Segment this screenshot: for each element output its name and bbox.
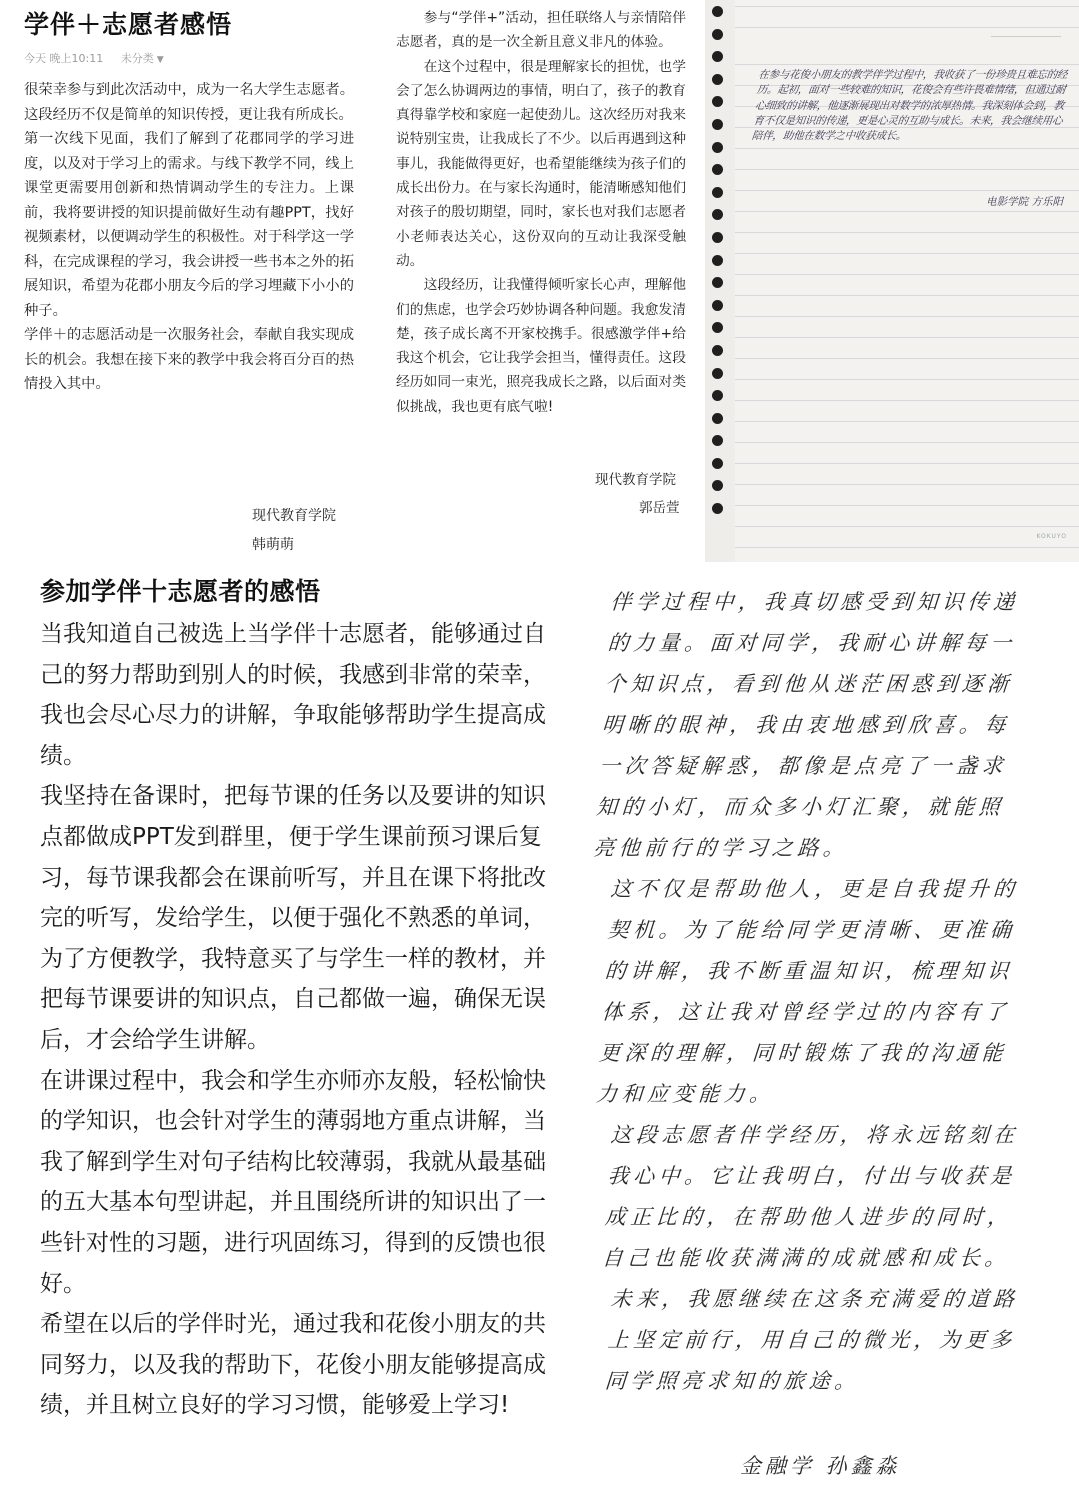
essay-paragraph: 在这个过程中，很是理解家长的担忧，也学会了怎么协调两边的事情，明白了，孩子的教育真得靠学校和家庭一起使劲儿。这次经历对我来说特别宝贵，让我成长了不少。以后再遇到这种事儿，我能做得更好，也希望能继续为孩子们的成长出份力。在与家长沟通时，能清晰感知他们对孩子的殷切期望，同时，家长也对我们志愿者小老师表达关心，这份双向的互动让我深受触动。 <box>396 58 686 269</box>
notebook-brand: KOKUYO <box>1036 533 1067 540</box>
typed-essay-panel <box>0 564 572 1510</box>
handwritten-signature: 电影学院 方乐阳 <box>986 196 1063 208</box>
notebook-panel <box>705 0 1079 562</box>
college-label: 现代教育学院 <box>252 508 336 524</box>
category-label: 未分类 <box>120 52 154 65</box>
note-time: 今天 晚上10:11 <box>24 52 104 65</box>
note-paragraph: 第一次线下见面，我们了解到了花郡同学的学习进度，以及对于学习上的需求。与线下教学不同，线上课堂更需要用创新和热情调动学生的专注力。上课前，我将要讲授的知识提前做好生动有趣PPT，找好视频素材，以便调动学生的积极性。对于科学这一学科，在完成课程的学习，我会讲授一些书本之外的拓展知识，希望为花郡小朋友今后的学习埋藏下小小的种子。 <box>24 131 354 319</box>
handwritten-paragraph: 这不仅是帮助他人，更是自我提升的契机。为了能给同学更清晰、更准确的讲解，我不断重温知识，梳理知识体系，这让我对曾经学过的内容有了更深的理解，同时锻炼了我的沟通能力和应变能力。 <box>595 877 1020 1106</box>
college-label: 现代教育学院 <box>595 472 676 488</box>
date-line <box>991 24 1061 37</box>
essay-paragraph: 我坚持在备课时，把每节课的任务以及要讲的知识点都做成PPT发到群里，便于学生课前预习课后复习，每节课我都会在课前听写，并且在课下将批改完的听写，发给学生，以便于强化不熟悉的单词，为了方便教学，我特意买了与学生一样的教材，并把每节课要讲的知识点，自己都做一遍，确保无误后，才会给学生讲解。 <box>40 783 546 1053</box>
handwritten-signature: 金融学 孙鑫淼 <box>740 1454 901 1478</box>
essay-paragraph: 这段经历，让我懂得倾听家长心声，理解他们的焦虑，也学会巧妙协调各种问题。我愈发清楚，孩子成长离不开家校携手。很感激学伴+给我这个机会，它让我学会担当，懂得责任。这段经历如同一束光，照亮我成长之路，以后面对类似挑战，我也更有底气啦! <box>396 277 686 415</box>
chevron-down-icon: ▼ <box>156 55 164 65</box>
handwritten-paragraph: 这段志愿者伴学经历，将永远铭刻在我心中。它让我明白，付出与收获是成正比的，在帮助他人进步的同时，自己也能收获满满的成就感和成长。 <box>601 1123 1020 1270</box>
note-paragraph: 很荣幸参与到此次活动中，成为一名大学生志愿者。这段经历不仅是简单的知识传授，更让我有所成长。 <box>24 82 354 123</box>
note-title: 学伴＋志愿者感悟 <box>24 10 233 39</box>
author-name: 郭岳萱 <box>639 500 680 516</box>
category-selector[interactable] <box>121 52 164 65</box>
handwritten-paragraph: 未来，我愿继续在这条充满爱的道路上坚定前行，用自己的微光，为更多同学照亮求知的旅途。 <box>604 1287 1020 1393</box>
note-paragraph: 学伴＋的志愿活动是一次服务社会，奉献自我实现成长的机会。我想在接下来的教学中我会将百分百的热情投入其中。 <box>24 327 354 392</box>
handwritten-essay-panel <box>574 564 1079 1510</box>
essay-title: 参加学伴十志愿者的感悟 <box>40 577 321 606</box>
spiral-holes <box>710 6 730 526</box>
note-panel-1 <box>0 0 372 562</box>
essay-panel-2 <box>374 0 704 562</box>
note-meta <box>24 50 354 66</box>
essay-paragraph: 参与“学伴+”活动，担任联络人与亲情陪伴志愿者，真的是一次全新且意义非凡的体验。 <box>396 10 686 51</box>
author-name: 韩萌萌 <box>252 537 294 553</box>
handwritten-paragraph: 伴学过程中，我真切感受到知识传递的力量。面对同学，我耐心讲解每一个知识点，看到他从迷茫困惑到逐渐明晰的眼神，我由衷地感到欣喜。每一次答疑解惑，都像是点亮了一盏求知的小灯，而众多小灯汇聚，就能照亮他前行的学习之路。 <box>592 590 1020 860</box>
essay-paragraph: 在讲课过程中，我会和学生亦师亦友般，轻松愉快的学知识，也会针对学生的薄弱地方重点讲解，当我了解到学生对句子结构比较薄弱，我就从最基础的五大基本句型讲起，并且围绕所讲的知识出了一些针对性的习题，进行巩固练习，得到的反馈也很好。 <box>40 1067 546 1297</box>
essay-paragraph: 当我知道自己被选上当学伴十志愿者，能够通过自己的努力帮助到别人的时候，我感到非常的荣幸，我也会尽心尽力的讲解，争取能够帮助学生提高成绩。 <box>40 621 546 769</box>
essay-paragraph: 希望在以后的学伴时光，通过我和花俊小朋友的共同努力，以及我的帮助下，花俊小朋友能够提高成绩，并且树立良好的学习习惯，能够爱上学习! <box>40 1311 546 1419</box>
handwritten-note: 在参与花俊小朋友的教学伴学过程中，我收获了一份珍贵且难忘的经历。起初，面对一些较难的知识，花俊会有些许畏难情绪，但通过耐心细致的讲解，他逐渐展现出对数学的浓厚热情。我深刻体会到，教育不仅是知识的传递，更是心灵的互助与成长。未来，我会继续用心陪伴，助他在数学之中收获成长。 <box>751 69 1068 143</box>
